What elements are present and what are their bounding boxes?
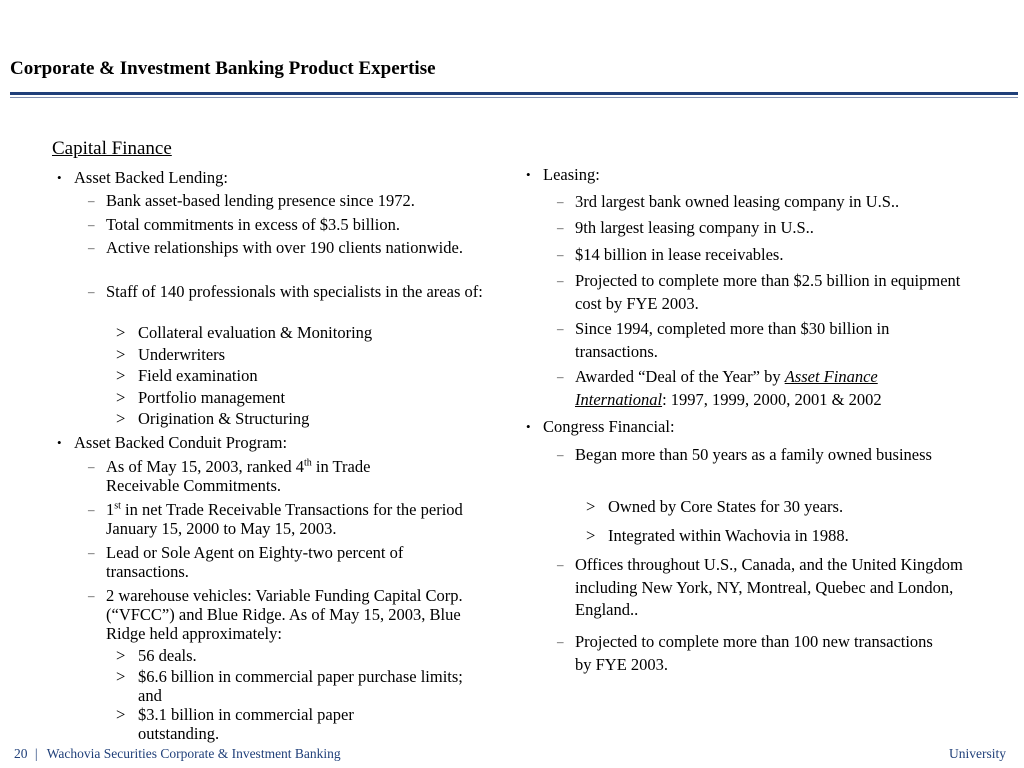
footer-right: University xyxy=(949,746,1006,761)
bullet-marker: • xyxy=(526,419,531,434)
sub-list-item-text: $6.6 billion in commercial paper purchase limits; and xyxy=(138,667,463,705)
list-item xyxy=(88,586,498,643)
page-title: Corporate & Investment Banking Product Expertise xyxy=(10,58,436,79)
dash-marker: – xyxy=(88,217,95,232)
list-item xyxy=(88,238,466,257)
sub-list-item xyxy=(116,345,498,364)
sub-list-item-text: Underwriters xyxy=(138,345,226,364)
arrow-marker: > xyxy=(116,388,126,407)
footer-org: Wachovia Securities Corporate & Investment Banking xyxy=(46,746,341,761)
list-item-text: 1st in net Trade Receivable Transactions for the period January 15, 2000 to May 15, 2003. xyxy=(106,500,463,538)
arrow-marker: > xyxy=(116,366,126,385)
bullet-marker: • xyxy=(57,435,62,450)
page-number: 20 xyxy=(14,746,28,761)
arrow-marker: > xyxy=(586,497,596,516)
list-item-text: Offices throughout U.S., Canada, and the United Kingdom including New York, NY, Montreal, Quebec and London, England.. xyxy=(575,555,963,619)
sub-list-item-text: Collateral evaluation & Monitoring xyxy=(138,323,373,342)
bullet-label: Leasing: xyxy=(543,165,600,184)
bullet-conduit-program xyxy=(57,433,494,452)
sub-list-item xyxy=(116,646,498,665)
sub-list-item-text: Owned by Core States for 30 years. xyxy=(608,497,844,516)
dash-marker: – xyxy=(88,240,95,255)
list-item xyxy=(557,270,970,315)
list-item xyxy=(557,554,975,622)
list-item xyxy=(88,500,498,538)
title-rule-thick xyxy=(10,92,1018,95)
arrow-marker: > xyxy=(116,646,126,665)
list-item-text: $14 billion in lease receivables. xyxy=(575,245,784,264)
list-item xyxy=(88,543,476,581)
sub-list-item xyxy=(116,409,498,428)
list-item xyxy=(557,217,995,240)
dash-marker: – xyxy=(88,545,95,560)
list-item-text: Staff of 140 professionals with specialists in the areas of: xyxy=(106,282,483,301)
bullet-leasing xyxy=(526,164,983,187)
dash-marker: – xyxy=(557,369,564,384)
bullet-label: Asset Backed Lending: xyxy=(74,168,228,187)
list-item-text: Total commitments in excess of $3.5 billion. xyxy=(106,215,400,234)
list-item xyxy=(557,318,970,363)
sub-list-item xyxy=(116,366,498,385)
publication-name: Asset Finance International xyxy=(575,367,878,409)
list-item-text: 3rd largest bank owned leasing company in U.S.. xyxy=(575,192,900,211)
dash-marker: – xyxy=(88,588,95,603)
list-item xyxy=(88,215,506,234)
sub-list-item-text: Integrated within Wachovia in 1988. xyxy=(608,526,849,545)
sub-list-item xyxy=(116,705,428,743)
bullet-marker: • xyxy=(57,170,62,185)
dash-marker: – xyxy=(557,273,564,288)
list-item xyxy=(557,366,970,411)
arrow-marker: > xyxy=(116,323,126,342)
list-item xyxy=(557,244,995,267)
list-item-text: Since 1994, completed more than $30 billion in transactions. xyxy=(575,319,890,361)
list-item-text: Projected to complete more than 100 new transactions by FYE 2003. xyxy=(575,632,933,674)
title-rule-thin xyxy=(10,97,1018,98)
list-item xyxy=(557,444,970,467)
bullet-marker: • xyxy=(526,167,531,182)
footer-separator: | xyxy=(34,746,38,761)
sub-list-item-text: Origination & Structuring xyxy=(138,409,310,428)
section-heading-capital-finance: Capital Finance xyxy=(52,138,172,159)
list-item xyxy=(88,191,506,210)
sub-list-item-text: Field examination xyxy=(138,366,258,385)
sub-list-item xyxy=(586,525,988,548)
dash-marker: – xyxy=(88,284,95,299)
arrow-marker: > xyxy=(116,667,126,686)
dash-marker: – xyxy=(557,557,564,572)
bullet-congress-financial xyxy=(526,416,983,439)
list-item-text: Awarded “Deal of the Year” by Asset Finance International: 1997, 1999, 2000, 2001 & 2002 xyxy=(575,367,882,409)
sub-list-item xyxy=(116,667,483,705)
dash-marker: – xyxy=(557,220,564,235)
dash-marker: – xyxy=(88,193,95,208)
dash-marker: – xyxy=(557,321,564,336)
arrow-marker: > xyxy=(116,409,126,428)
list-item-text: 9th largest leasing company in U.S.. xyxy=(575,218,814,237)
bullet-label: Congress Financial: xyxy=(543,417,675,436)
list-item xyxy=(557,631,945,676)
dash-marker: – xyxy=(557,247,564,262)
list-item-text: Active relationships with over 190 clients nationwide. xyxy=(106,238,463,257)
dash-marker: – xyxy=(88,459,95,474)
list-item xyxy=(88,457,446,495)
arrow-marker: > xyxy=(586,526,596,545)
sub-list-item xyxy=(586,496,988,519)
arrow-marker: > xyxy=(116,705,126,724)
sub-list-item xyxy=(116,323,498,342)
sub-list-item-text: 56 deals. xyxy=(138,646,197,665)
bullet-label: Asset Backed Conduit Program: xyxy=(74,433,288,452)
list-item-text: As of May 15, 2003, ranked 4th in Trade Receivable Commitments. xyxy=(106,457,371,495)
list-item-text: Projected to complete more than $2.5 billion in equipment cost by FYE 2003. xyxy=(575,271,961,313)
list-item-text: Lead or Sole Agent on Eighty-two percent of transactions. xyxy=(106,543,404,581)
arrow-marker: > xyxy=(116,345,126,364)
sub-list-item-text: Portfolio management xyxy=(138,388,286,407)
list-item xyxy=(557,191,995,214)
dash-marker: – xyxy=(557,447,564,462)
bullet-asset-backed-lending xyxy=(57,168,494,187)
dash-marker: – xyxy=(557,194,564,209)
footer-left xyxy=(14,746,341,762)
dash-marker: – xyxy=(557,634,564,649)
list-item-text: Bank asset-based lending presence since 1972. xyxy=(106,191,415,210)
list-item-text: Began more than 50 years as a family owned business xyxy=(575,445,932,464)
list-item-text: 2 warehouse vehicles: Variable Funding Capital Corp. (“VFCC”) and Blue Ridge. As of May 15, 2003, Blue Ridge held approximately: xyxy=(106,586,463,643)
sub-list-item xyxy=(116,388,498,407)
list-item xyxy=(88,282,498,301)
dash-marker: – xyxy=(88,502,95,517)
sub-list-item-text: $3.1 billion in commercial paper outstanding. xyxy=(138,705,354,743)
